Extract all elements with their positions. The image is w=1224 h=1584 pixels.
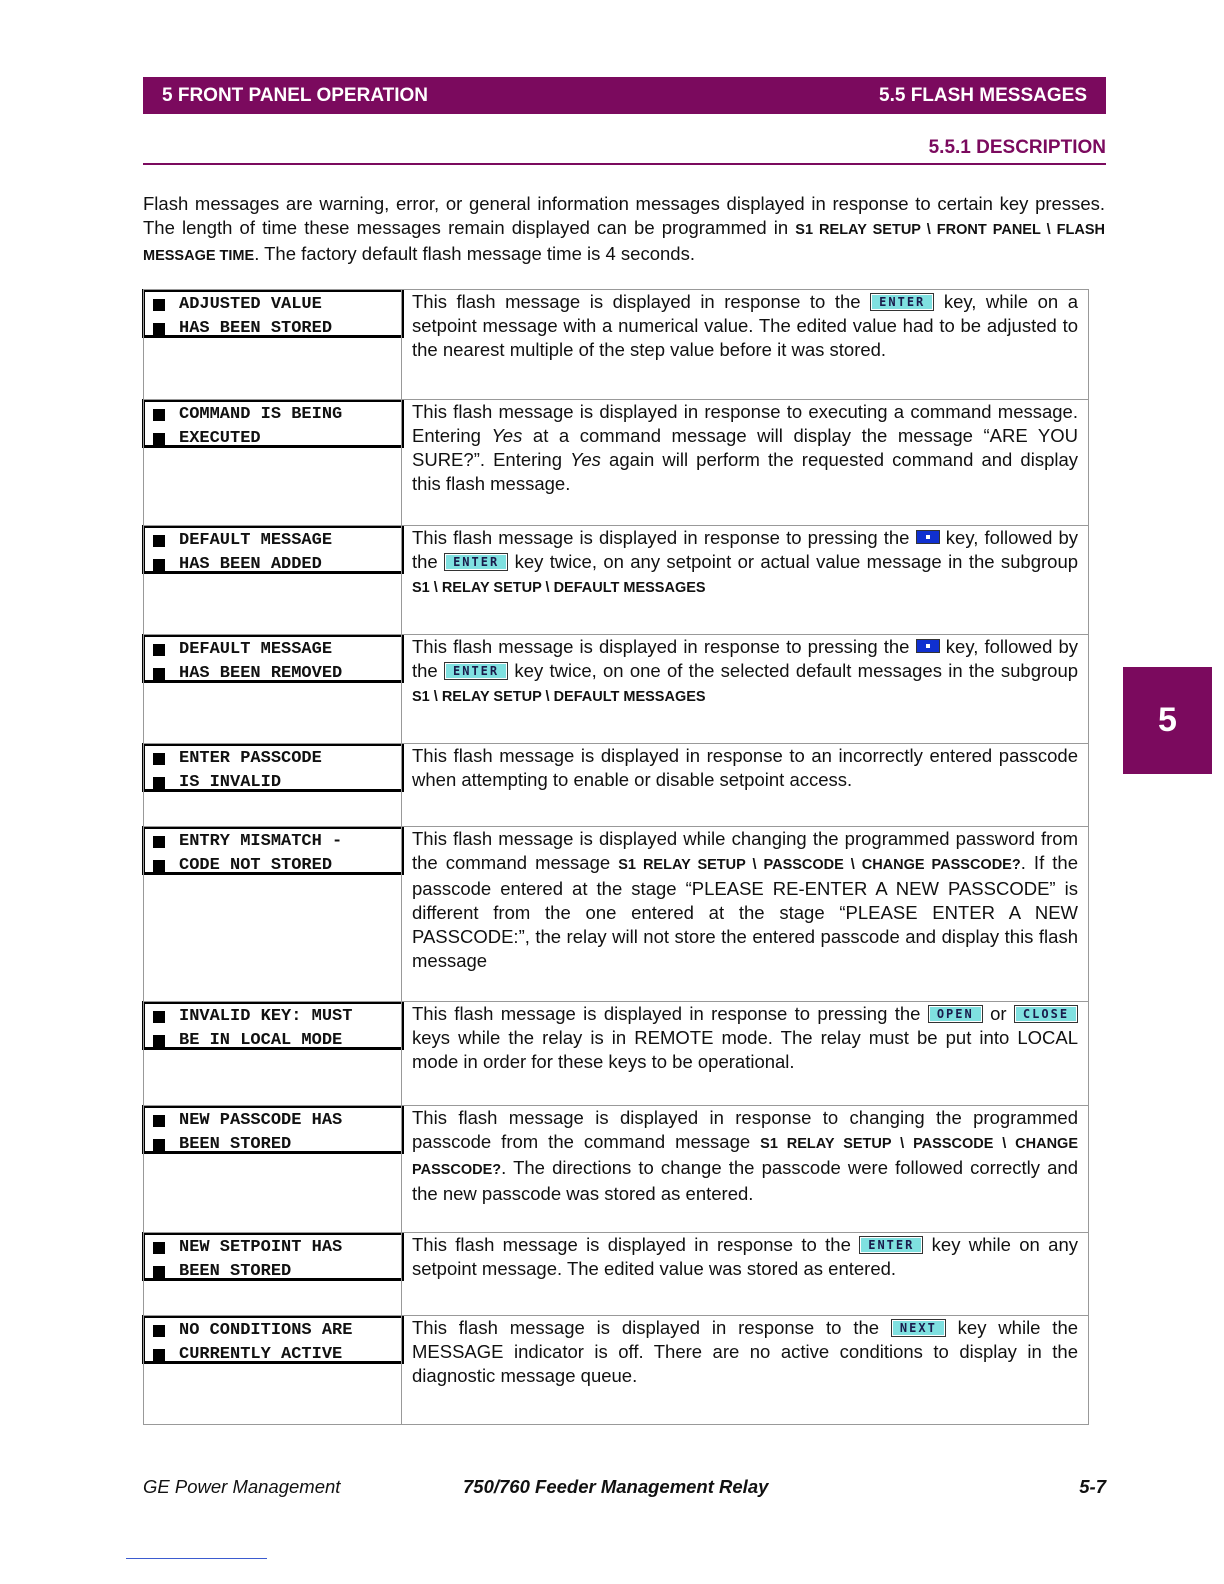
flash-messages-table	[143, 289, 1089, 1425]
flash-message-display	[142, 1105, 404, 1154]
setting-path: S1 RELAY SETUP \ PASSCODE \ CHANGE PASSCODE?	[412, 1136, 1079, 1178]
table-row	[144, 1106, 1089, 1233]
message-description: This flash message is displayed in response to an incorrectly entered passcode when attempting to enable or disable setpoint access.	[402, 744, 1089, 827]
display-line-2: EXECUTED	[179, 429, 261, 448]
bullet-square-icon	[153, 1266, 165, 1278]
display-line-1: NEW PASSCODE HAS	[179, 1111, 343, 1130]
bullet-square-icon	[153, 644, 165, 656]
table-row	[144, 1233, 1089, 1316]
chapter-title: 5 FRONT PANEL OPERATION	[162, 84, 429, 106]
message-description: This flash message is displayed while changing the programmed password from the command message S1 RELAY SETUP \ PASSCODE \ CHANGE PASSCODE?. If the passcode entered at the stage “PLEASE RE-ENTER A NEW PASSCODE” is different from the one entered at the stage “PLEASE ENTER A NEW PASSCODE:”, the relay will not store the entered passcode and display this flash message	[402, 827, 1089, 1002]
table-row	[144, 526, 1089, 635]
bullet-square-icon	[153, 1349, 165, 1361]
display-line-1: NEW SETPOINT HAS	[179, 1238, 343, 1257]
table-row	[144, 827, 1089, 1002]
flash-message-display	[142, 634, 404, 683]
setpoint-dot-key-icon	[916, 639, 940, 653]
bullet-square-icon	[153, 836, 165, 848]
table-row	[144, 1316, 1089, 1425]
display-line-2: CODE NOT STORED	[179, 856, 333, 875]
bullet-square-icon	[153, 433, 165, 445]
bullet-square-icon	[153, 535, 165, 547]
bottom-link-rule	[126, 1558, 267, 1559]
display-line-2: HAS BEEN ADDED	[179, 555, 322, 574]
display-line-1: DEFAULT MESSAGE	[179, 640, 333, 659]
bullet-square-icon	[153, 753, 165, 765]
table-row	[144, 1002, 1089, 1106]
display-line-2: BEEN STORED	[179, 1135, 292, 1154]
bullet-square-icon	[153, 1242, 165, 1254]
section-header-bar	[143, 77, 1106, 114]
enter-key-icon: ENTER	[444, 662, 508, 680]
setpoint-dot-key-icon	[916, 530, 940, 544]
bullet-square-icon	[153, 1325, 165, 1337]
bullet-square-icon	[153, 409, 165, 421]
table-row	[144, 400, 1089, 526]
message-description: This flash message is displayed in response to changing the programmed passcode from the command message S1 RELAY SETUP \ PASSCODE \ CHANGE PASSCODE?. The directions to change the passcode were followed correctly and the new passcode was stored as entered.	[402, 1106, 1089, 1233]
message-description: This flash message is displayed in response to the ENTER key, while on a setpoint message with a numerical value. The edited value had to be adjusted to the nearest multiple of the step value before it was stored.	[402, 290, 1089, 400]
setting-path: S1 \ RELAY SETUP \ DEFAULT MESSAGES	[412, 580, 706, 596]
display-line-1: INVALID KEY: MUST	[179, 1007, 353, 1026]
subsection-title: 5.5.1 DESCRIPTION	[928, 137, 1106, 158]
footer-company: GE Power Management	[143, 1476, 341, 1497]
message-description: This flash message is displayed in response to pressing the key, followed by the ENTER key twice, on one of the selected default messages in the subgroup S1 \ RELAY SETUP \ DEFAULT MESSAGES	[402, 635, 1089, 744]
enter-key-icon: ENTER	[444, 553, 508, 571]
display-line-1: DEFAULT MESSAGE	[179, 531, 333, 550]
intro-paragraph	[143, 192, 1105, 268]
intro-text-2: . The factory default flash message time is 4 seconds.	[254, 243, 695, 264]
flash-message-display	[142, 525, 404, 574]
bullet-square-icon	[153, 777, 165, 789]
intro-setting-path: S1 RELAY SETUP \ FRONT PANEL \ FLASH MESSAGE TIME	[143, 222, 1105, 264]
flash-message-display	[142, 1315, 404, 1364]
flash-message-display	[142, 399, 404, 448]
table-row	[144, 290, 1089, 400]
enter-key-icon: ENTER	[859, 1236, 923, 1254]
display-line-2: HAS BEEN STORED	[179, 319, 333, 338]
intro-text-1: Flash messages are warning, error, or general information messages displayed in response to certain key presses. The length of time these messages remain displayed can be programmed in	[143, 193, 1105, 238]
message-description: This flash message is displayed in response to executing a command message. Entering Yes at a command message will display the message “ARE YOU SURE?”. Entering Yes again will perform the requested command and display this flash message.	[402, 400, 1089, 526]
flash-message-display	[142, 1001, 404, 1050]
message-description: This flash message is displayed in response to pressing the key, followed by the ENTER key twice, on any setpoint or actual value message in the subgroup S1 \ RELAY SETUP \ DEFAULT MESSAGES	[402, 526, 1089, 635]
setting-path: S1 \ RELAY SETUP \ DEFAULT MESSAGES	[412, 689, 706, 705]
flash-message-display	[142, 289, 404, 338]
bullet-square-icon	[153, 1011, 165, 1023]
display-line-2: BE IN LOCAL MODE	[179, 1031, 343, 1050]
flash-message-display	[142, 826, 404, 875]
bullet-square-icon	[153, 559, 165, 571]
flash-message-display	[142, 1232, 404, 1281]
page-number: 5-7	[1079, 1476, 1106, 1497]
display-line-2: BEEN STORED	[179, 1262, 292, 1281]
flash-message-display	[142, 743, 404, 792]
display-line-2: CURRENTLY ACTIVE	[179, 1345, 343, 1364]
open-key-icon: OPEN	[928, 1005, 983, 1023]
message-description: This flash message is displayed in response to the ENTER key while on any setpoint message. The edited value was stored as entered.	[402, 1233, 1089, 1316]
table-row	[144, 744, 1089, 827]
message-description: This flash message is displayed in response to the NEXT key while the MESSAGE indicator is off. There are no active conditions to display in the diagnostic message queue.	[402, 1316, 1089, 1425]
bullet-square-icon	[153, 1115, 165, 1127]
header-divider	[143, 163, 1106, 165]
bullet-square-icon	[153, 1139, 165, 1151]
bullet-square-icon	[153, 323, 165, 335]
bullet-square-icon	[153, 299, 165, 311]
table-row	[144, 635, 1089, 744]
setting-path: S1 RELAY SETUP \ PASSCODE \ CHANGE PASSCODE?	[618, 857, 1021, 873]
display-line-1: COMMAND IS BEING	[179, 405, 343, 424]
chapter-tab: 5	[1123, 667, 1212, 774]
display-line-2: IS INVALID	[179, 773, 282, 792]
bullet-square-icon	[153, 1035, 165, 1047]
bullet-square-icon	[153, 668, 165, 680]
display-line-1: ENTER PASSCODE	[179, 749, 322, 768]
display-line-1: NO CONDITIONS ARE	[179, 1321, 353, 1340]
message-description: This flash message is displayed in response to pressing the OPEN or CLOSE keys while the relay is in REMOTE mode. The relay must be put into LOCAL mode in order for these keys to be operational.	[402, 1002, 1089, 1106]
enter-key-icon: ENTER	[870, 293, 934, 311]
bullet-square-icon	[153, 860, 165, 872]
display-line-2: HAS BEEN REMOVED	[179, 664, 343, 683]
display-line-1: ADJUSTED VALUE	[179, 295, 322, 314]
display-line-1: ENTRY MISMATCH -	[179, 832, 343, 851]
close-key-icon: CLOSE	[1014, 1005, 1078, 1023]
next-key-icon: NEXT	[891, 1319, 946, 1337]
section-title: 5.5 FLASH MESSAGES	[879, 84, 1087, 106]
footer-product: 750/760 Feeder Management Relay	[463, 1476, 769, 1497]
